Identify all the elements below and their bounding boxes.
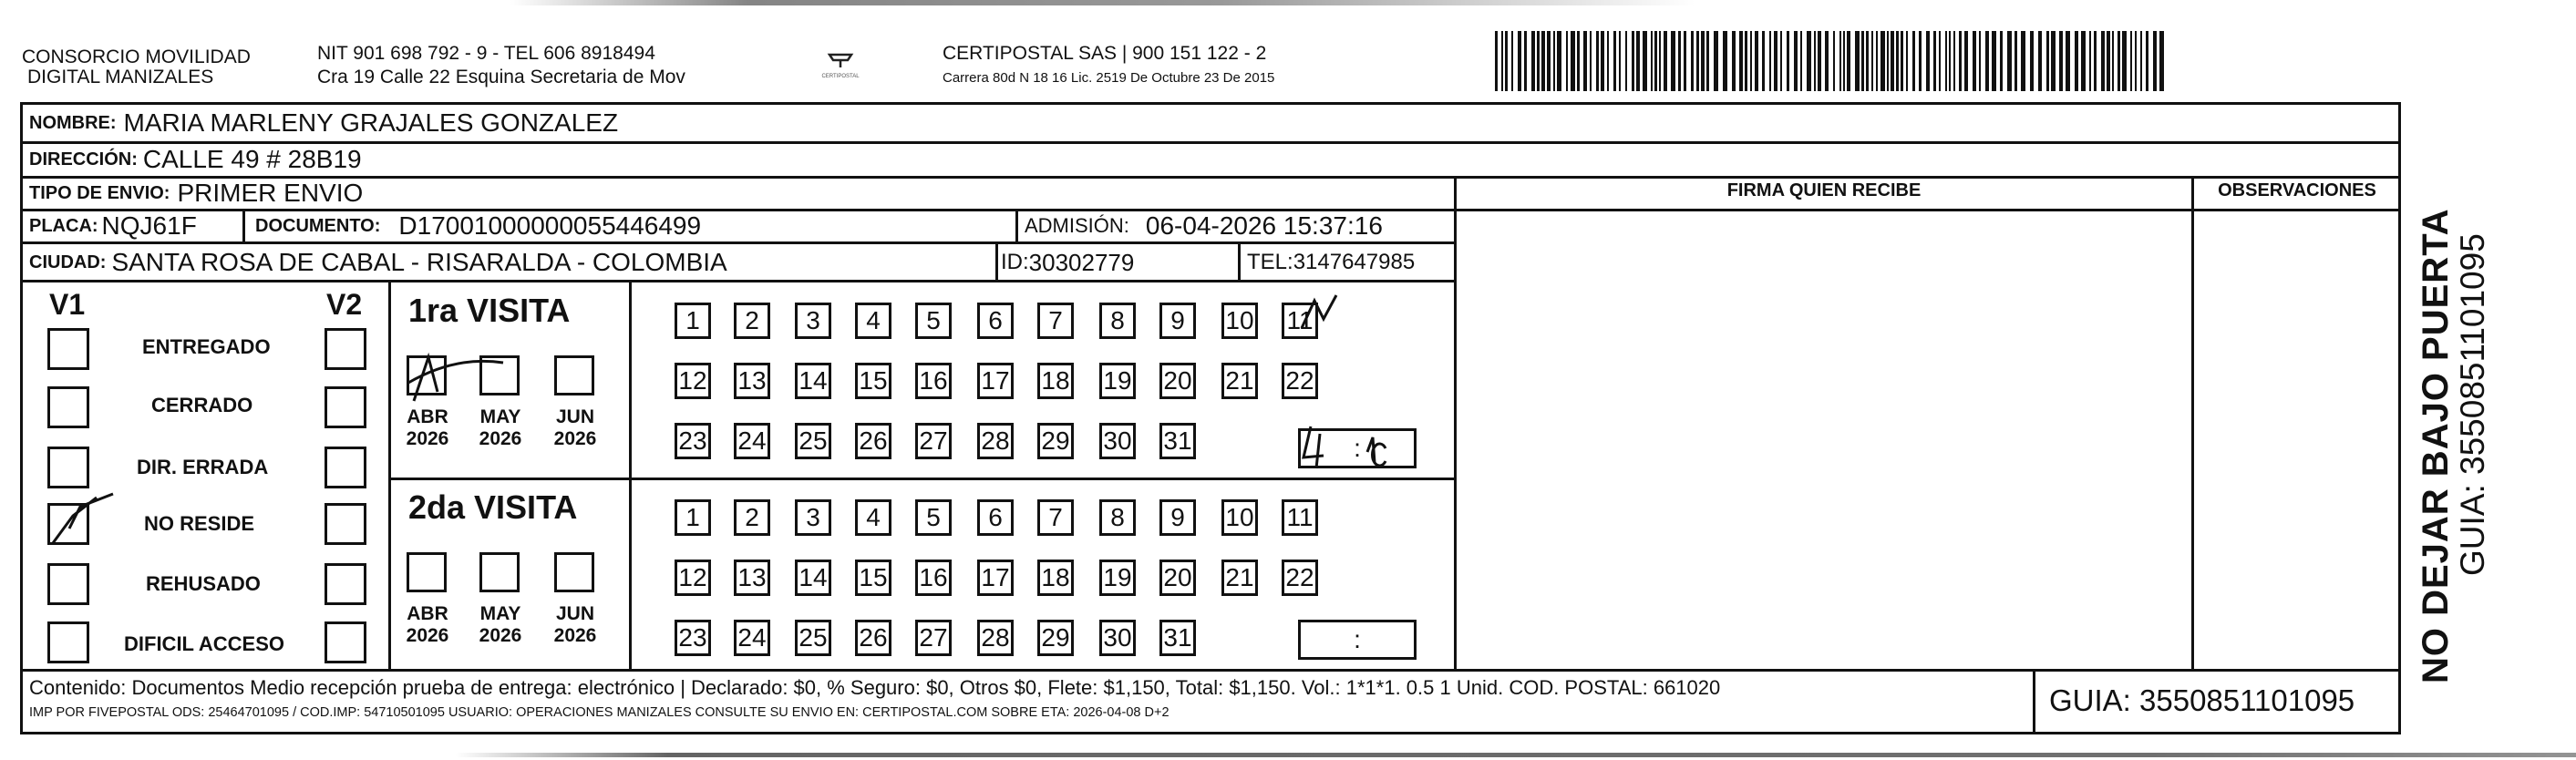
- barcode-bar: [1750, 31, 1752, 91]
- visit1-day-8[interactable]: 8: [1099, 303, 1136, 339]
- barcode-bar: [1691, 31, 1694, 91]
- status-entregado: ENTREGADO: [142, 335, 271, 358]
- rule: [242, 209, 245, 241]
- barcode: [1495, 31, 2169, 91]
- tipo-envio-label: TIPO DE ENVIO:: [29, 182, 170, 203]
- barcode-bar: [1511, 31, 1513, 91]
- barcode-bar: [1613, 31, 1616, 91]
- visit1-day-2[interactable]: 2: [734, 303, 770, 339]
- barcode-bar: [1964, 31, 1968, 91]
- barcode-bar: [1953, 31, 1955, 91]
- barcode-bar: [1701, 31, 1705, 91]
- visit1-day-26[interactable]: 26: [855, 423, 891, 459]
- firma-label: FIRMA QUIEN RECIBE: [1726, 180, 1922, 200]
- visit1-day-6[interactable]: 6: [977, 303, 1014, 339]
- placa-value: NQJ61F: [101, 211, 197, 240]
- barcode-bar: [2153, 31, 2157, 91]
- barcode-bar: [1619, 31, 1621, 91]
- barcode-bar: [1537, 31, 1540, 91]
- barcode-bar: [1577, 31, 1580, 91]
- barcode-bar: [1596, 31, 1599, 91]
- guia-footer: GUIA: 3550851101095: [2049, 683, 2355, 717]
- visit2-day-31[interactable]: 31: [1159, 620, 1196, 656]
- nombre-label: NOMBRE:: [29, 112, 117, 133]
- direccion-value: CALLE 49 # 28B19: [142, 145, 362, 173]
- visit2-day-24[interactable]: 24: [734, 620, 770, 656]
- barcode-bar: [1901, 31, 1903, 91]
- visit1-day-20[interactable]: 20: [1159, 363, 1196, 399]
- barcode-bar: [2014, 31, 2017, 91]
- v1-checkbox-entregado[interactable]: [47, 328, 89, 370]
- admision-cell: [1025, 210, 1383, 242]
- barcode-bar: [2130, 31, 2132, 91]
- barcode-bar: [1547, 31, 1551, 91]
- tipo-envio-row: [29, 177, 363, 210]
- barcode-bar: [1926, 31, 1930, 91]
- visit1-month-jun: JUN 2026: [553, 406, 597, 449]
- barcode-bar: [1887, 31, 1889, 91]
- contenido-text: Contenido: Documentos Medio recepción prueba de entrega: electrónico | Declarado: $0, % Seguro: $0, Otros $0, Flete: $1,150, Total: $1,150. Vol.: 1*1*1. 0.5 1 Unid. COD. POSTAL: 661020: [29, 676, 1721, 699]
- visit1-day-7[interactable]: 7: [1037, 303, 1074, 339]
- barcode-bar: [1684, 31, 1686, 91]
- handwritten-month-mark: [401, 346, 510, 410]
- visit2-month-jun-box[interactable]: [554, 552, 594, 592]
- barcode-bar: [1896, 31, 1899, 91]
- visit2-day-3[interactable]: 3: [795, 499, 831, 536]
- barcode-bar: [1745, 31, 1747, 91]
- barcode-bar: [1843, 31, 1845, 91]
- rule: [388, 478, 1457, 480]
- barcode-bar: [1607, 31, 1609, 91]
- visit1-day-28[interactable]: 28: [977, 423, 1014, 459]
- barcode-bar: [2066, 31, 2070, 91]
- visit1-month-abr: ABR 2026: [406, 406, 449, 449]
- barcode-bar: [1541, 31, 1545, 91]
- barcode-bar: [1825, 31, 1829, 91]
- barcode-bar: [1590, 31, 1592, 91]
- visit1-day-10[interactable]: 10: [1221, 303, 1258, 339]
- admision-value: 06-04-2026 15:37:16: [1145, 211, 1383, 240]
- visit1-day-19[interactable]: 19: [1099, 363, 1136, 399]
- barcode-bar: [2007, 31, 2012, 91]
- rule: [629, 280, 632, 669]
- barcode-bar: [2059, 31, 2063, 91]
- visit2-day-17[interactable]: 17: [977, 560, 1014, 596]
- status-dir-errada: DIR. ERRADA: [137, 456, 269, 478]
- visit2-month-jun: JUN 2026: [553, 603, 597, 646]
- nombre-value: MARIA MARLENY GRAJALES GONZALEZ: [123, 108, 619, 137]
- barcode-bar: [1866, 31, 1869, 91]
- barcode-bar: [1553, 31, 1555, 91]
- v1-checkbox-cerrado[interactable]: [47, 386, 89, 428]
- barcode-bar: [2051, 31, 2056, 91]
- barcode-bar: [1880, 31, 1885, 91]
- barcode-bar: [1524, 31, 1527, 91]
- status-dificil-acceso: DIFICIL ACCESO: [124, 632, 285, 655]
- barcode-bar: [1632, 31, 1634, 91]
- barcode-bar: [1566, 31, 1568, 91]
- barcode-bar: [2030, 31, 2034, 91]
- documento-value: D17001000000055446499: [398, 211, 702, 240]
- barcode-bar: [1643, 31, 1647, 91]
- barcode-bar: [2021, 31, 2025, 91]
- visit1-month-may: MAY 2026: [479, 406, 522, 449]
- barcode-bar: [1739, 31, 1743, 91]
- v1-label: V1: [49, 288, 86, 321]
- no-dejar-bajo-puerta: NO DEJAR BAJO PUERTA: [2416, 208, 2456, 683]
- barcode-bar: [1732, 31, 1736, 91]
- address-line: Cra 19 Calle 22 Esquina Secretaria de Mov: [317, 67, 685, 87]
- barcode-bar: [1839, 31, 1841, 91]
- placa-label: PLACA:: [29, 215, 98, 236]
- ciudad-value: SANTA ROSA DE CABAL - RISARALDA - COLOMBIA: [111, 248, 727, 276]
- visit2-title: 2da VISITA: [408, 488, 578, 526]
- handwritten-day-mark: [1296, 292, 1342, 334]
- visit2-day-22[interactable]: 22: [1282, 560, 1318, 596]
- visit2-day-1[interactable]: 1: [675, 499, 711, 536]
- visit2-month-abr-box[interactable]: [407, 552, 447, 592]
- v2-checkbox-entregado[interactable]: [325, 328, 366, 370]
- visit2-day-25[interactable]: 25: [795, 620, 831, 656]
- barcode-bar: [1659, 31, 1661, 91]
- id-value: 30302779: [1028, 248, 1135, 276]
- v2-checkbox-rehusado[interactable]: [325, 563, 366, 605]
- visit1-day-22[interactable]: 22: [1282, 363, 1318, 399]
- visit1-day-9[interactable]: 9: [1159, 303, 1196, 339]
- visit1-day-29[interactable]: 29: [1037, 423, 1074, 459]
- visit2-day-10[interactable]: 10: [1221, 499, 1258, 536]
- barcode-bar: [2046, 31, 2049, 91]
- barcode-bar: [1787, 31, 1789, 91]
- visit1-day-1[interactable]: 1: [675, 303, 711, 339]
- status-no-reside: NO RESIDE: [144, 512, 255, 535]
- barcode-bar: [1762, 31, 1765, 91]
- visit1-day-16[interactable]: 16: [915, 363, 952, 399]
- v2-checkbox-cerrado[interactable]: [325, 386, 366, 428]
- visit1-day-11[interactable]: 11: [1282, 303, 1318, 339]
- visit2-day-30[interactable]: 30: [1099, 620, 1136, 656]
- visit2-time-box[interactable]: :: [1298, 620, 1417, 660]
- visit2-day-18[interactable]: 18: [1037, 560, 1074, 596]
- tel-value: 3147647985: [1293, 250, 1416, 274]
- rule: [2191, 176, 2194, 669]
- visit1-day-27[interactable]: 27: [915, 423, 952, 459]
- barcode-bar: [2159, 31, 2164, 91]
- barcode-bar: [1992, 31, 1996, 91]
- barcode-bar: [1912, 31, 1915, 91]
- v1-checkbox-dir-errada[interactable]: [47, 447, 89, 488]
- barcode-bar: [1919, 31, 1922, 91]
- barcode-bar: [2081, 31, 2086, 91]
- barcode-bar: [2094, 31, 2097, 91]
- visit1-day-13[interactable]: 13: [734, 363, 770, 399]
- barcode-bar: [1714, 31, 1718, 91]
- visit2-day-28[interactable]: 28: [977, 620, 1014, 656]
- visit2-month-abr: ABR 2026: [406, 603, 449, 646]
- barcode-bar: [1678, 31, 1681, 91]
- barcode-bar: [2075, 31, 2078, 91]
- tipo-envio-value: PRIMER ENVIO: [177, 179, 364, 207]
- status-cerrado: CERRADO: [151, 394, 253, 416]
- barcode-bar: [1780, 31, 1782, 91]
- barcode-bar: [2101, 31, 2105, 91]
- visit2-day-14[interactable]: 14: [795, 560, 831, 596]
- barcode-bar: [1636, 31, 1640, 91]
- visit1-time-box[interactable]: :: [1298, 428, 1417, 468]
- company-name-line1: CONSORCIO MOVILIDAD: [22, 46, 251, 67]
- barcode-bar: [1706, 31, 1709, 91]
- visit1-title: 1ra VISITA: [408, 292, 571, 329]
- courier-line1: CERTIPOSTAL SAS | 900 151 122 - 2: [943, 43, 1267, 64]
- visit1-day-3[interactable]: 3: [795, 303, 831, 339]
- barcode-bar: [1625, 31, 1627, 91]
- barcode-bar: [1855, 31, 1860, 91]
- v2-checkbox-dir-errada[interactable]: [325, 447, 366, 488]
- visit1-day-12[interactable]: 12: [675, 363, 711, 399]
- logo-mark-icon: [820, 51, 860, 69]
- visit2-day-8[interactable]: 8: [1099, 499, 1136, 536]
- id-label: ID:: [1001, 250, 1029, 274]
- visit2-day-13[interactable]: 13: [734, 560, 770, 596]
- barcode-bar: [1933, 31, 1936, 91]
- rule: [1238, 241, 1241, 280]
- barcode-bar: [1847, 31, 1850, 91]
- barcode-bar: [2112, 31, 2114, 91]
- tel-label: TEL:: [1247, 250, 1293, 274]
- visit2-day-27[interactable]: 27: [915, 620, 952, 656]
- scan-streak-bottom: [456, 753, 2576, 757]
- direccion-label: DIRECCIÓN:: [29, 149, 138, 169]
- barcode-bar: [1501, 31, 1503, 91]
- barcode-bar: [1891, 31, 1894, 91]
- documento-cell: [255, 210, 701, 242]
- barcode-bar: [1755, 31, 1758, 91]
- barcode-bar: [1949, 31, 1951, 91]
- rule: [1454, 176, 1457, 669]
- placa-cell: [29, 210, 197, 242]
- barcode-bar: [2000, 31, 2003, 91]
- rule: [995, 241, 998, 280]
- visit1-day-14[interactable]: 14: [795, 363, 831, 399]
- visit1-day-30[interactable]: 30: [1099, 423, 1136, 459]
- barcode-bar: [1939, 31, 1941, 91]
- imp-text: IMP POR FIVEPOSTAL ODS: 25464701095 / COD.IMP: 54710501095 USUARIO: OPERACIONES MANIZALES CONSULTE SU ENVIO EN: CERTIPOSTAL.COM SOBRE ETA: 2026-04-08 D+2: [29, 705, 1170, 720]
- barcode-bar: [2140, 31, 2142, 91]
- barcode-bar: [2089, 31, 2091, 91]
- courier-line2: Carrera 80d N 18 16 Lic. 2519 De Octubre 23 De 2015: [943, 70, 1275, 86]
- v1-checkbox-rehusado[interactable]: [47, 563, 89, 605]
- handwritten-check-mark: [46, 488, 128, 552]
- barcode-bar: [1861, 31, 1864, 91]
- barcode-bar: [1769, 31, 1771, 91]
- visit2-month-may-box[interactable]: [479, 552, 520, 592]
- visit2-day-15[interactable]: 15: [855, 560, 891, 596]
- barcode-bar: [2107, 31, 2110, 91]
- ciudad-cell: [29, 244, 727, 281]
- barcode-bar: [1671, 31, 1675, 91]
- v2-label: V2: [326, 288, 363, 321]
- visit2-day-16[interactable]: 16: [915, 560, 952, 596]
- barcode-bar: [2146, 31, 2148, 91]
- barcode-bar: [1959, 31, 1962, 91]
- direccion-row: [29, 142, 362, 177]
- barcode-bar: [1505, 31, 1508, 91]
- barcode-bar: [2117, 31, 2120, 91]
- barcode-bar: [1906, 31, 1908, 91]
- barcode-bar: [1871, 31, 1873, 91]
- visit1-day-31[interactable]: 31: [1159, 423, 1196, 459]
- visit2-day-20[interactable]: 20: [1159, 560, 1196, 596]
- visit2-month-may: MAY 2026: [479, 603, 522, 646]
- scan-streak: [510, 0, 1695, 5]
- rule: [20, 176, 2401, 179]
- barcode-bar: [1651, 31, 1653, 91]
- ciudad-label: CIUDAD:: [29, 252, 107, 272]
- admision-label: ADMISIÓN:: [1025, 214, 1129, 237]
- v2-checkbox-no-reside[interactable]: [325, 503, 366, 545]
- barcode-bar: [1531, 31, 1535, 91]
- visit2-day-29[interactable]: 29: [1037, 620, 1074, 656]
- barcode-bar: [1794, 31, 1798, 91]
- barcode-bar: [1814, 31, 1816, 91]
- visit1-day-23[interactable]: 23: [675, 423, 711, 459]
- barcode-bar: [1876, 31, 1878, 91]
- visit1-day-15[interactable]: 15: [855, 363, 891, 399]
- company-name-line2: DIGITAL MANIZALES: [27, 67, 214, 87]
- visit2-day-26[interactable]: 26: [855, 620, 891, 656]
- barcode-bar: [2135, 31, 2137, 91]
- visit1-day-5[interactable]: 5: [915, 303, 952, 339]
- visit1-day-24[interactable]: 24: [734, 423, 770, 459]
- visit2-day-12[interactable]: 12: [675, 560, 711, 596]
- certipostal-logo: [820, 51, 860, 86]
- barcode-bar: [1723, 31, 1727, 91]
- barcode-bar: [1601, 31, 1604, 91]
- visit1-day-18[interactable]: 18: [1037, 363, 1074, 399]
- rule: [20, 669, 2401, 672]
- barcode-bar: [1800, 31, 1802, 91]
- barcode-bar: [1518, 31, 1521, 91]
- visit1-day-4[interactable]: 4: [855, 303, 891, 339]
- barcode-bar: [1557, 31, 1561, 91]
- barcode-bar: [1973, 31, 1976, 91]
- barcode-bar: [1833, 31, 1835, 91]
- visit2-day-9[interactable]: 9: [1159, 499, 1196, 536]
- barcode-bar: [1495, 31, 1498, 91]
- barcode-bar: [2038, 31, 2042, 91]
- visit1-day-25[interactable]: 25: [795, 423, 831, 459]
- v2-checkbox-dificil-acceso[interactable]: [325, 621, 366, 663]
- barcode-bar: [1583, 31, 1587, 91]
- visit2-day-11[interactable]: 11: [1282, 499, 1318, 536]
- barcode-bar: [1807, 31, 1811, 91]
- visit2-day-21[interactable]: 21: [1221, 560, 1258, 596]
- visit2-day-4[interactable]: 4: [855, 499, 891, 536]
- visit1-month-jun-box[interactable]: [554, 355, 594, 395]
- rule: [1457, 209, 2401, 211]
- nombre-row: [29, 104, 618, 142]
- rule: [1015, 209, 1018, 241]
- visit2-day-6[interactable]: 6: [977, 499, 1014, 536]
- visit1-day-21[interactable]: 21: [1221, 363, 1258, 399]
- visit2-day-2[interactable]: 2: [734, 499, 770, 536]
- tel-cell: [1247, 244, 1415, 281]
- barcode-bar: [1945, 31, 1947, 91]
- nit-line: NIT 901 698 792 - 9 - TEL 606 8918494: [317, 43, 655, 64]
- id-cell: [1001, 244, 1134, 281]
- barcode-bar: [2122, 31, 2127, 91]
- barcode-bar: [1985, 31, 1989, 91]
- rule: [2033, 669, 2035, 734]
- rule: [388, 280, 391, 669]
- barcode-bar: [1571, 31, 1575, 91]
- v1-checkbox-dificil-acceso[interactable]: [47, 621, 89, 663]
- logo-text: CERTIPOSTAL: [821, 74, 860, 79]
- barcode-bar: [1654, 31, 1657, 91]
- handwritten-time-mark: [1294, 421, 1422, 472]
- status-rehusado: REHUSADO: [146, 572, 261, 595]
- barcode-bar: [1664, 31, 1667, 91]
- barcode-bar: [1979, 31, 1981, 91]
- visit2-day-19[interactable]: 19: [1099, 560, 1136, 596]
- barcode-bar: [1774, 31, 1777, 91]
- visit1-day-17[interactable]: 17: [977, 363, 1014, 399]
- barcode-bar: [1818, 31, 1821, 91]
- observaciones-label: OBSERVACIONES: [2218, 180, 2376, 200]
- visit2-day-5[interactable]: 5: [915, 499, 952, 536]
- barcode-bar: [1696, 31, 1699, 91]
- visit2-day-7[interactable]: 7: [1037, 499, 1074, 536]
- visit2-day-23[interactable]: 23: [675, 620, 711, 656]
- documento-label: DOCUMENTO:: [255, 215, 381, 236]
- side-guia: GUIA: 3550851101095: [2454, 233, 2491, 576]
